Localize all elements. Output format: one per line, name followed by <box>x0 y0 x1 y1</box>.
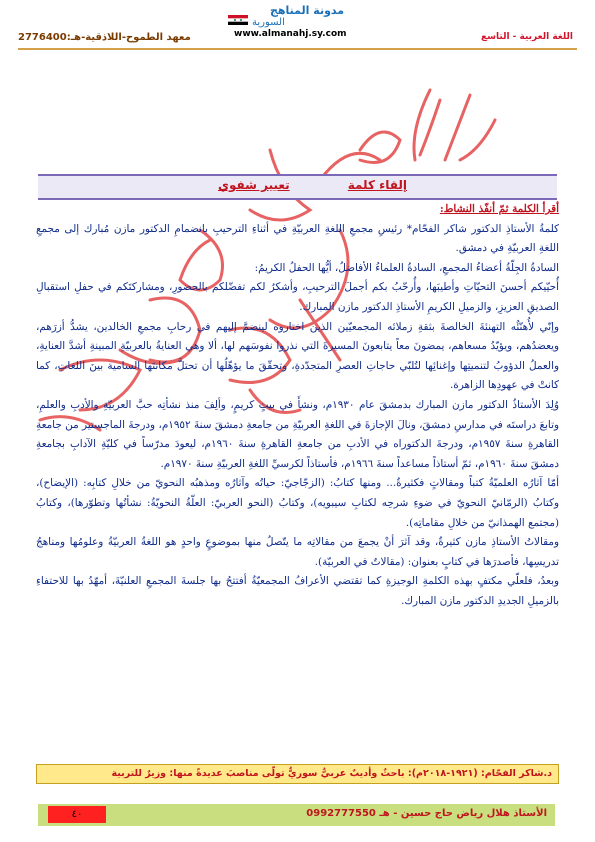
instruction-text: أقرأ الكلمة ثمّ أنفّذ النشاط: <box>439 203 559 215</box>
paragraph-works: أمّا آثارُه العلميّةُ كتباً ومقالاتٍ فكثيرةٌ... ومنها كتابُ: (الزجّاجيّ: حياتُه وآثارُه ومذهبُه النحويّ من خلالِ كتابِه: (الإيضاح)، وكتابُ (الرمّانيّ النحويّ في ضوءِ شرحِه لكتابِ سيبويه)، وكتابُ (النحو العربيّ: العلّةُ النحويّةُ: نشأتُها وتطوّرها)، وكتابُ (مجتمع الهمذانيّ من خلالِ مقاماتِه). <box>36 477 559 529</box>
header-divider <box>18 48 577 50</box>
paragraph-articles: ومقالاتُ الأستاذِ مازن كثيرةٌ، وقد آثرَ أنْ يجمعَ من مقالاتِه ما يتّصلُ منها بموضوعٍ واحدٍ هو اللغةُ العربيّةُ وعلومُها ومناهجُ تدريسِها، فأصدرَها في كتابٍ بعنوان: (مقالاتٌ في العربيّة). <box>36 536 559 568</box>
header-subject: اللغة العربية - التاسع <box>481 32 573 42</box>
footer-author: الأستاذ هلال رياض حاج حسين - هـ 0992777550 <box>306 808 547 819</box>
section-title: إلقاء كلمة <box>347 178 407 192</box>
paragraph-greeting: السادةُ الجِلّةُ أعضاءُ المجمعِ، السادةُ العلماءُ الأفاضلُ، أيُّها الحفلُ الكريمُ: <box>254 261 559 274</box>
header-institute: معهد الطموح-اللاذقية-هـ:2776400 <box>18 32 191 43</box>
syria-flag-icon <box>228 15 248 25</box>
paragraph-closing: وبعدُ، فلعلّي مكتفٍ بهذه الكلمةِ الوجيزةِ كما تقتضي الأعرافُ المجمعيّةُ أفتتحُ بها جلسةَ المجمعِ العلنيّةَ، أمهّدُ بها للاحتفاءِ بالزميلِ الجديدِ الدكتور مازن المبارك. <box>36 575 559 607</box>
site-logo <box>222 4 372 44</box>
paragraph-congratulation: وإنّي لأُهنّئُه التهنئةَ الخالصةَ بثقةِ زملائه المجمعيّين الذين اختاروه لينضمَّ إليهم في رحابِ مجمعِ الخالدين، يشدُّ أزرَهم، ويعضدُهم، ويؤيّدُ مسعاهم، يمضونَ معاً يتابعونَ المسيرةَ التي نذروا نفوسَهم لها، ألا وهي العنايةُ بالعربيّةِ المبينةِ أشدَّ العنايةِ، والعملُ الدؤوبُ لتنميتِها وإغنائِها لتُلبّي حاجاتِ العصرِ المتجدّدةِ، وتحقّقَ ما يؤهّلُها أن تحتلَّ مكانتَها السامية بينَ اللغاتِ، كما كانتْ في عهودِها الزاهرة. <box>36 320 559 392</box>
paragraph-intro: كلمةُ الأستاذِ الدكتور شاكر الفحّام* رئيسِ مجمعِ اللغةِ العربيّةِ في أثناءِ الترحيبِ بانضمامِ الدكتور مازن مُبارك إلى مجمعِ اللغةِ العربيّةِ في دمشق. <box>36 222 559 255</box>
page-number: ٤٠ <box>48 806 106 823</box>
section-category: تعبير شفوي <box>218 178 290 192</box>
article-body <box>36 200 559 611</box>
logo-subtitle: السورية <box>252 17 285 28</box>
section-title-bar <box>38 174 557 200</box>
paragraph-welcome: أُحيّيكم أحسنَ التحيّاتِ وأطيبَها، وأُرحّبُ بكم أجملَ الترحيبِ، وأشكرُ لكم تفضّلكم بالحضورِ، ومشاركتَكم في حفلِ استقبالِ الصديقِ العزيزِ، والزميلِ الكريمِ الأستاذِ الدكتور مازن المبارك. <box>36 281 559 313</box>
footnote-box: د.شاكر الفحّام: (١٩٢١-٢٠١٨م): باحثٌ وأديبٌ عربيٌّ سوريٌّ تولّى مناصبَ عديدةً منها: وزيرٌ للتربية <box>36 764 559 784</box>
page-footer <box>38 804 555 826</box>
logo-url: www.almanahj.sy.com <box>234 29 347 39</box>
paragraph-biography: وُلِدَ الأستاذُ الدكتور مازن المبارك بدمشقَ عام ١٩٣٠م، ونشأَ في بيتٍ كريمٍ، وألِفَ منذ نشأتِه حبَّ العربيّةِ والأدبِ والعلمِ، وتابعَ دراستَه في مدارسِ دمشقَ، ونالَ الإجازةَ في اللغةِ العربيّةِ من جامعةِ دمشقَ سنةَ ١٩٥٢م، ودرجةَ الماجستير من جامعةِ القاهرةِ سنةَ ١٩٥٧م، ودرجةَ الدكتوراه في الأدبِ من جامعةِ القاهرةِ سنةَ ١٩٦٠م، ليعودَ مدرّساً في كليّةِ الآدابِ بجامعةِ دمشقَ سنةَ ١٩٦٠م، ثمّ أستاذاً مساعداً سنةَ ١٩٦٦م، فأستاذاً لكرسيِّ اللغةِ العربيّةِ سنةَ ١٩٧٠م. <box>36 398 559 470</box>
logo-title: مدونة المناهج <box>270 4 345 17</box>
